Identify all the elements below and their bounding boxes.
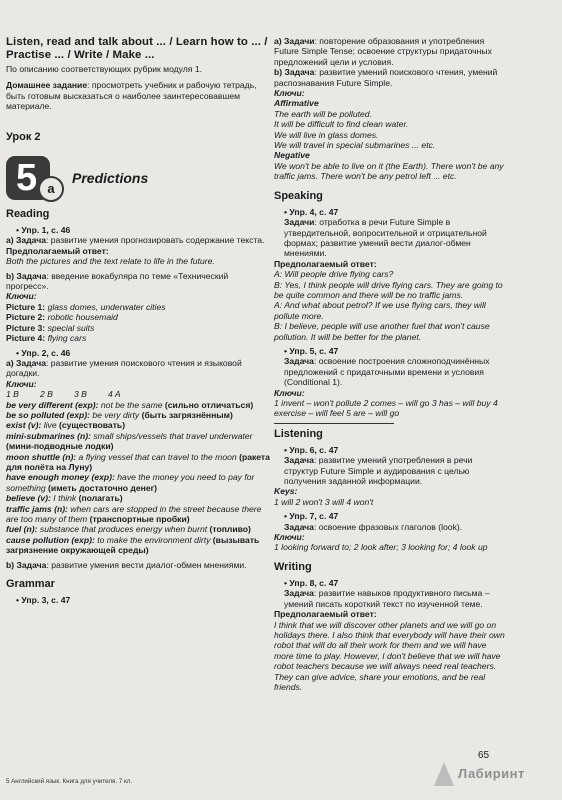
picture-label: Picture 3: [6,322,46,333]
lesson-plan-header: Listen, read and talk about ... / Learn how to ... / Practise ... / Write / Make ... [6,36,268,61]
ex8-task [284,588,506,609]
ex4-task-text: : отработка в речи Future Simple в утвердительной, вопросительной и отрицательной формах; развитие умений вести диалог-обмен мнениями. [284,217,487,259]
dialog-line: B: Yes, I think people will drive flying cars. They are going to be quite common and there will be no traffic jams. [274,279,503,300]
ex5-task [284,356,506,387]
vocab-term: exist (v): [6,420,42,431]
picture-key [6,312,272,322]
dialog-line: A: And what about petrol? If we use flying cars, they will pollute more. [274,300,486,321]
ex2-task-label: а) Задача [6,357,46,368]
vocab-def: I think [50,493,79,504]
vocab-term: cause pollution (exp): [6,534,95,545]
task-b-label: b) Задача [274,67,315,78]
vocab-term: traffic jams (n): [6,503,68,514]
picture-label: Picture 2: [6,312,46,323]
vocab-ru: (существовать) [59,420,126,431]
ex1-answer: Both the pictures and the text relate to life in the future. [6,256,215,267]
ex5-keys: 1 invent – won't pollute 2 comes – will go 3 has – will buy 4 exercise – will feel 5 are – will go [274,398,498,419]
vocab-entry [6,493,272,503]
ex8-answer: I think that we will discover other planets and we will go on holidays there. I also think that everybody will have their own robot that will do all their work for them and we will have more time to play. However, I don't believe that we will have robot teachers because we will always need real teachers. They can give advice, share your emotions, and be real friends. [274,619,505,692]
keys-label: Ключи: [6,291,37,302]
section-listening: Listening [274,427,323,440]
vocab-ru: (вызывать загрязнение окружающей среды) [6,534,260,556]
vocab-entry [6,472,272,493]
page-number: 65 [478,750,490,761]
exercise-1: • Упр. 1, с. 46 [16,225,71,236]
answer-label: Предполагаемый ответ: [274,609,377,620]
ex2-keys [6,389,272,399]
exercise-5: • Упр. 5, с. 47 [284,345,339,356]
picture-keys [6,302,272,344]
task-b-text: : развитие умений поискового чтения, умений распознавания Future Simple. [274,67,498,88]
ex4-task-label: Задачи [284,217,315,228]
ex2-task [6,358,272,379]
divider [274,423,394,424]
homework [6,80,272,111]
keys-label: Ключи: [274,532,305,543]
task-b [274,67,506,88]
picture-text: special suits [47,322,95,333]
picture-key [6,323,272,333]
aff-line: We will live in glass domes. [274,129,379,140]
vocab-ru: (топливо) [209,524,251,535]
ex2b-task [6,560,272,570]
negative-text: We won't be able to live on it (the Earth). There won't be any traffic jams. There won't be any petrol left ... etc. [274,160,504,182]
vocab-term: be very different (exp): [6,399,99,410]
watermark: Лабиринт [458,766,525,781]
left-column [6,36,272,605]
vocabulary-list [6,400,272,556]
ex2-task-text: : развитие умения поискового чтения и языковой догадки. [6,357,242,379]
task-a-text: : повторение образования и употребления Future Simple Tense; освоение структуры придаточных предложений цели и условия. [274,36,492,67]
homework-text: : просмотреть учебник и рабочую тетрадь, быть готовым высказаться о наиболее заинтересовавшем материале. [6,80,257,112]
vocab-def: not be the same [98,399,165,410]
ex1-task [6,235,272,245]
vocab-ru: (ракета для полёта на Луну) [6,451,270,472]
ex2b-label: b) Задача [6,559,47,570]
vocab-term: mini-submarines (n): [6,430,91,441]
unit-letter: a [38,176,64,202]
exercise-7: • Упр. 7, с. 47 [284,511,339,522]
vocab-ru: (полагать) [78,493,123,504]
exercise-4: • Упр. 4, с. 47 [284,206,339,217]
answer-label: Предполагаемый ответ: [274,258,377,269]
vocab-def: live [41,420,60,431]
ex8-task-text: : развитие навыков продуктивного письма – умений писать короткий текст по изученной теме. [284,588,490,609]
vocab-ru: (транспортные пробки) [89,514,190,524]
vocab-def: substance that produces energy when burnt [37,524,210,535]
vocab-ru: (иметь достаточно денег) [48,482,158,493]
ex4-task [284,217,506,259]
ex7-task-label: Задача [284,521,314,532]
vocab-def: small ships/vessels that travel underwater [91,430,253,441]
section-writing: Writing [274,560,312,573]
vocab-term: fuel (n): [6,524,38,535]
aff-line: It will be difficult to find clean water. [274,119,409,130]
vocab-entry [6,504,272,525]
section-speaking: Speaking [274,189,323,202]
keys-label: Ключи: [6,378,37,389]
vocab-entry [6,524,272,534]
homework-label: Домашнее задание [6,80,88,91]
affirmative-label: Affirmative [274,98,319,109]
ex5-task-label: Задача [284,356,314,367]
vocab-entry [6,400,272,410]
picture-text: flying cars [47,333,87,344]
ex1b-label: b) Задача [6,270,47,281]
picture-text: glass domes, underwater cities [47,301,166,312]
ex8-task-label: Задача [284,588,314,599]
exercise-3: • Упр. 3, с. 47 [16,595,71,606]
key-item: 3 B [74,389,87,400]
ex1-task-label: а) Задача [6,235,46,246]
ex7-task-text: : освоение фразовых глаголов (look). [313,521,463,532]
exercise-6: • Упр. 6, с. 47 [284,444,339,455]
picture-label: Picture 1: [6,301,46,312]
vocab-term: believe (v): [6,493,51,504]
unit-number: 5 [16,157,38,200]
task-a [274,36,506,67]
vocab-entry [6,452,272,473]
section-reading: Reading [6,208,50,221]
vocab-entry [6,420,272,430]
vocab-ru: (сильно отличаться) [164,399,254,410]
section-grammar: Grammar [6,578,55,591]
picture-key [6,302,272,312]
key-item: 4 A [108,389,121,400]
aff-line: We will travel in special submarines ... etc. [274,140,436,151]
exercise-8: • Упр. 8, с. 47 [284,577,339,588]
unit-title: Predictions [72,169,149,186]
keys-label: Ключи: [274,387,305,398]
dialog-line: A: Will people drive flying cars? [274,269,394,280]
exercise-2: • Упр. 2, с. 46 [16,347,71,358]
ex6-task [284,455,506,486]
vocab-term: have enough money (exp): [6,472,115,483]
picture-text: robotic housemaid [47,312,118,323]
vocab-ru: (быть загрязнённым) [141,409,233,420]
unit-heading [6,154,272,202]
ex1b-task [6,271,272,292]
picture-key [6,333,272,343]
ex2b-text: : развитие умения вести диалог-обмен мнениями. [46,559,247,570]
lesson-title: Урок 2 [6,130,41,143]
dialog-line: B: I believe, people will use another fuel that won't cause pollution. It will be better for the planet. [274,321,490,342]
vocab-def: a flying vessel that can travel to the moon [76,451,240,462]
keys-label: Ключи: [274,88,305,99]
vocab-def: when cars are stopped in the street because there are too many of them [6,503,262,524]
ex1b-text: : введение вокабуляра по теме «Технический прогресс». [6,270,229,292]
vocab-term: be so polluted (exp): [6,409,91,420]
header-note: По описанию соответствующих рубрик модуля 1. [6,64,203,74]
labirint-logo-icon [434,762,454,786]
right-column [274,36,506,692]
negative-label: Negative [274,150,310,161]
footer-note: 5 Английский язык. Книга для учителя. 7 кл. [6,778,133,785]
ex7-keys: 1 looking forward to; 2 look after; 3 looking for; 4 look up [274,542,488,553]
answer-label: Предполагаемый ответ: [6,245,109,256]
vocab-def: to make the environment dirty [94,534,213,545]
ex7-task [284,522,506,532]
ex6-keys: 1 will 2 won't 3 will 4 won't [274,496,374,507]
vocab-entry [6,431,272,452]
vocab-ru: (мини-подводные лодки) [6,441,114,452]
vocab-entry [6,410,272,420]
vocab-term: moon shuttle (n): [6,451,77,462]
ex6-task-text: : развитие умений употребления в речи структур Future Simple и аудирования с целью получения заданной информации. [284,455,473,487]
key-item: 2 B [40,389,53,400]
ex6-task-label: Задача [284,455,314,466]
aff-line: The earth will be polluted. [274,108,372,119]
key-item: 1 B [6,389,19,400]
ex1-task-text: : развитие умения прогнозировать содержание текста. [45,235,265,246]
vocab-def: be very dirty [90,409,142,420]
picture-label: Picture 4: [6,333,46,344]
ex5-task-text: : освоение построения сложноподчинённых предложений с придаточными времени и условия (Conditional 1). [284,356,490,388]
keys-en-label: Keys: [274,486,298,497]
vocab-def: have the money you need to pay for something [6,472,255,493]
vocab-entry [6,535,272,556]
unit-badge [6,156,66,200]
task-a-label: а) Задачи [274,36,315,46]
